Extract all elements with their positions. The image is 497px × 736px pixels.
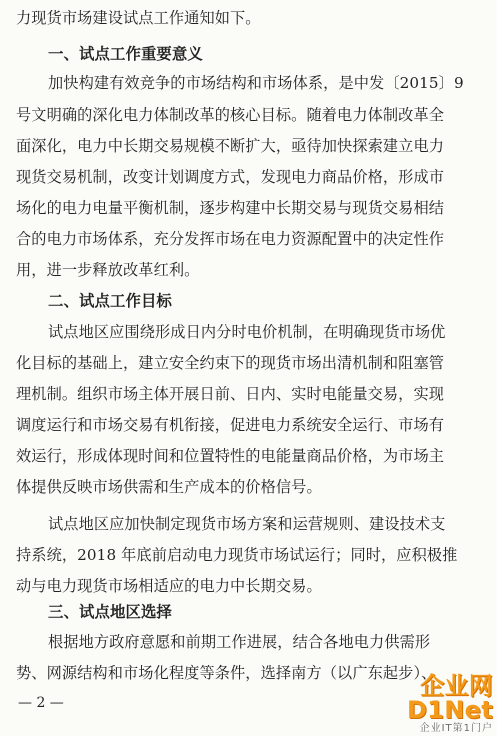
watermark-logo: 企业网D1Net bbox=[407, 672, 493, 724]
paragraph-line: 试点地区应加快制定现货市场方案和运营规则、建设技术支 bbox=[48, 515, 446, 533]
paragraph-line: 现货交易机制，改变计划调度方式，发现电力商品价格，形成市 bbox=[16, 168, 445, 186]
paragraph-line: 场化的电力电量平衡机制，逐步构建中长期交易与现货交易相结 bbox=[16, 199, 445, 217]
paragraph-line: 试点地区应围绕形成日内分时电价机制，在明确现货市场优 bbox=[48, 323, 446, 341]
paragraph-line: 理机制。组织市场主体开展日前、日内、实时电能量交易，实现 bbox=[16, 385, 445, 403]
paragraph-line: 势、网源结构和市场化程度等条件，选择南方（以广东起步）、 bbox=[16, 664, 437, 682]
paragraph-line: 合的电力市场体系，充分发挥市场在电力资源配置中的决定性作 bbox=[16, 230, 445, 248]
paragraph-line: 面深化，电力中长期交易规模不断扩大，亟待加快探索建立电力 bbox=[16, 137, 445, 155]
watermark-subtitle: 企业IT第1门户 bbox=[419, 723, 493, 734]
section-heading-2: 二、试点工作目标 bbox=[48, 292, 172, 310]
paragraph-line: 根据地方政府意愿和前期工作进展，结合各地电力供需形 bbox=[48, 633, 431, 651]
section-heading-3: 三、试点地区选择 bbox=[48, 603, 172, 621]
paragraph-line: 动与电力现货市场相适应的电力中长期交易。 bbox=[16, 577, 322, 595]
paragraph-line: 持系统，2018 年底前启动电力现货市场试运行；同时，应积极推 bbox=[16, 546, 458, 564]
page-number: — 2 — bbox=[18, 695, 64, 711]
paragraph-line: 体提供反映市场供需和生产成本的价格信号。 bbox=[16, 478, 322, 496]
paragraph-line: 加快构建有效竞争的市场结构和市场体系，是中发〔2015〕9 bbox=[48, 74, 464, 92]
paragraph-line: 调度运行和市场交易有机衔接，促进电力系统安全运行、市场有 bbox=[16, 416, 445, 434]
watermark bbox=[345, 672, 493, 734]
paragraph-line: 力现货市场建设试点工作通知如下。 bbox=[16, 9, 261, 27]
paragraph-line: 效运行，形成体现时间和位置特性的电能量商品价格，为市场主 bbox=[16, 447, 445, 465]
paragraph-line: 化目标的基础上，建立安全约束下的现货市场出清机制和阻塞管 bbox=[16, 354, 445, 372]
section-heading-1: 一、试点工作重要意义 bbox=[48, 45, 203, 63]
paragraph-line: 用，进一步释放改革红利。 bbox=[16, 261, 200, 279]
paragraph-line: 号文明确的深化电力体制改革的核心目标。随着电力体制改革全 bbox=[16, 106, 445, 124]
